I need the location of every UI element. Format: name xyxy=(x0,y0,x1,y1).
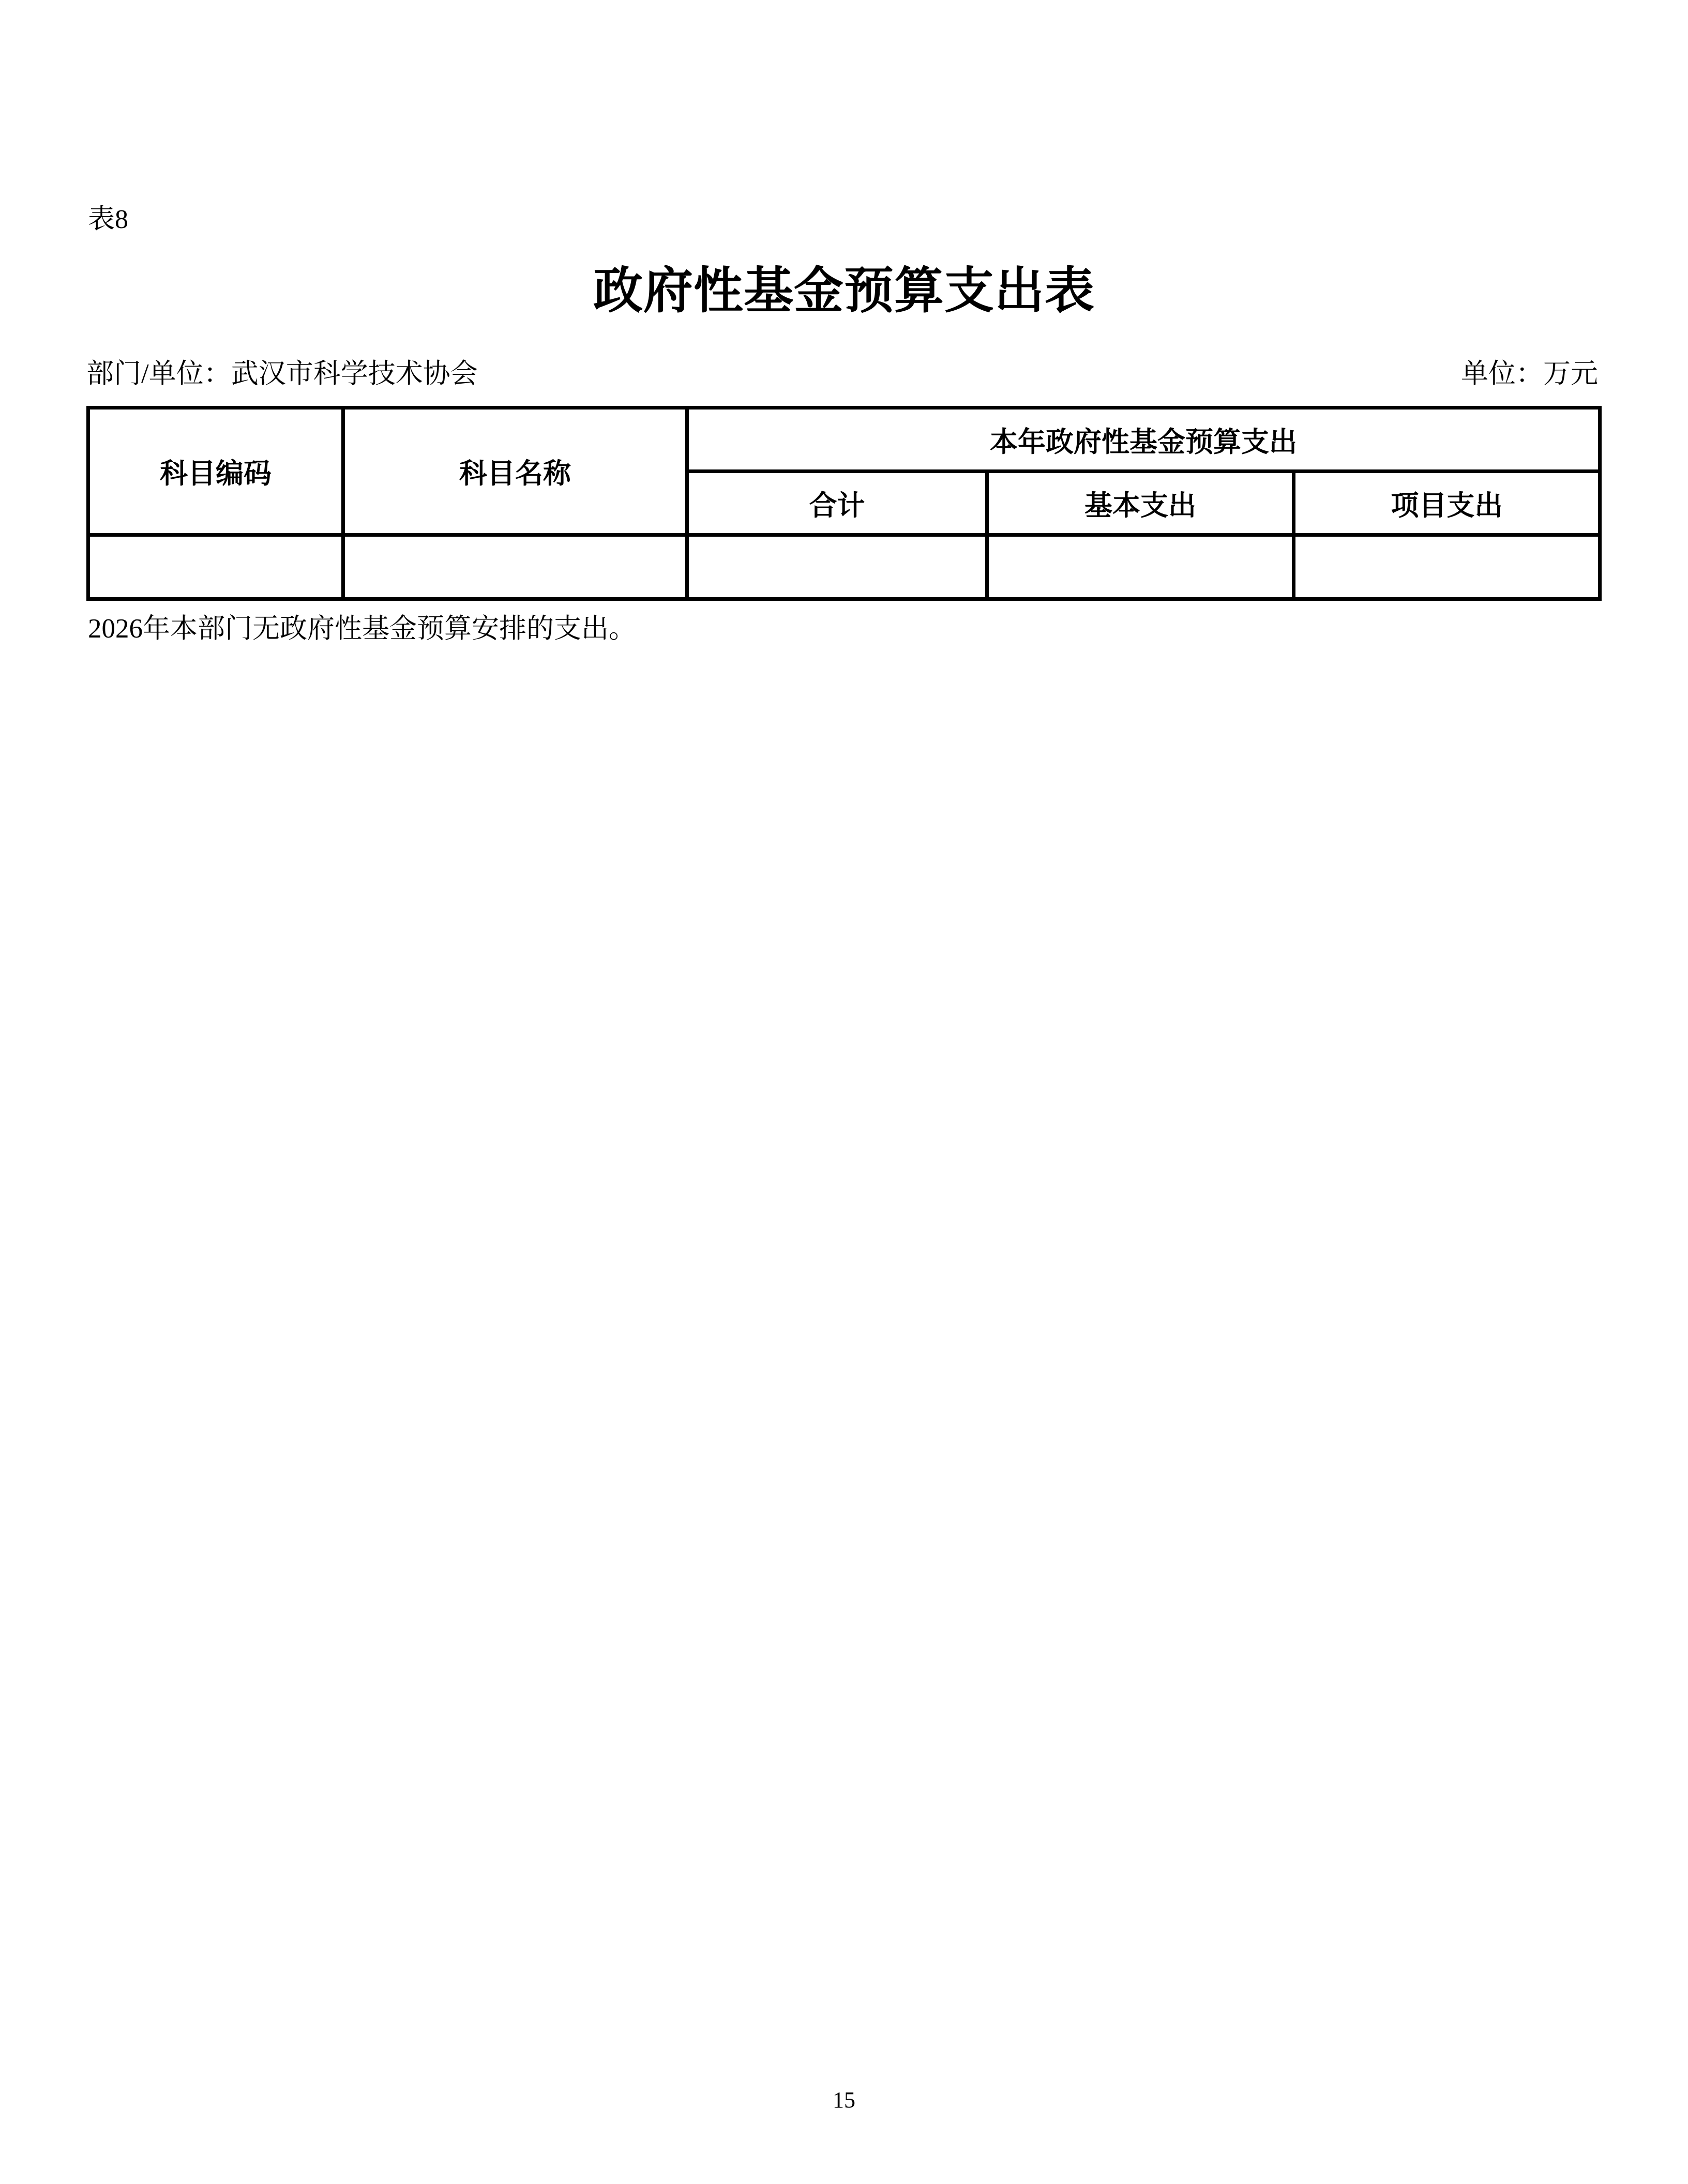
table-number-label: 表8 xyxy=(88,205,129,234)
budget-table xyxy=(86,406,1602,601)
header-subject-code: 科目编码 xyxy=(88,408,343,535)
cell-subject-name xyxy=(343,535,687,599)
page-title: 政府性基金预算支出表 xyxy=(593,263,1095,318)
header-subject-name: 科目名称 xyxy=(343,408,687,535)
header-group-current-year-fund-expenditure: 本年政府性基金预算支出 xyxy=(687,408,1600,472)
currency-unit-label: 单位：万元 xyxy=(1461,359,1598,389)
cell-subject-code xyxy=(88,535,343,599)
meta-row xyxy=(86,358,1598,391)
department-unit-label: 部门/单位：武汉市科学技术协会 xyxy=(86,359,478,389)
header-basic-expenditure: 基本支出 xyxy=(987,472,1294,535)
cell-total xyxy=(687,535,987,599)
header-total: 合计 xyxy=(687,472,987,535)
cell-basic-expenditure xyxy=(987,535,1294,599)
page-number: 15 xyxy=(833,2087,855,2113)
table-header-row-1 xyxy=(88,408,1600,472)
note-text: 2026年本部门无政府性基金预算安排的支出。 xyxy=(88,614,636,644)
header-project-expenditure: 项目支出 xyxy=(1294,472,1600,535)
table-row xyxy=(88,535,1600,599)
cell-project-expenditure xyxy=(1294,535,1600,599)
